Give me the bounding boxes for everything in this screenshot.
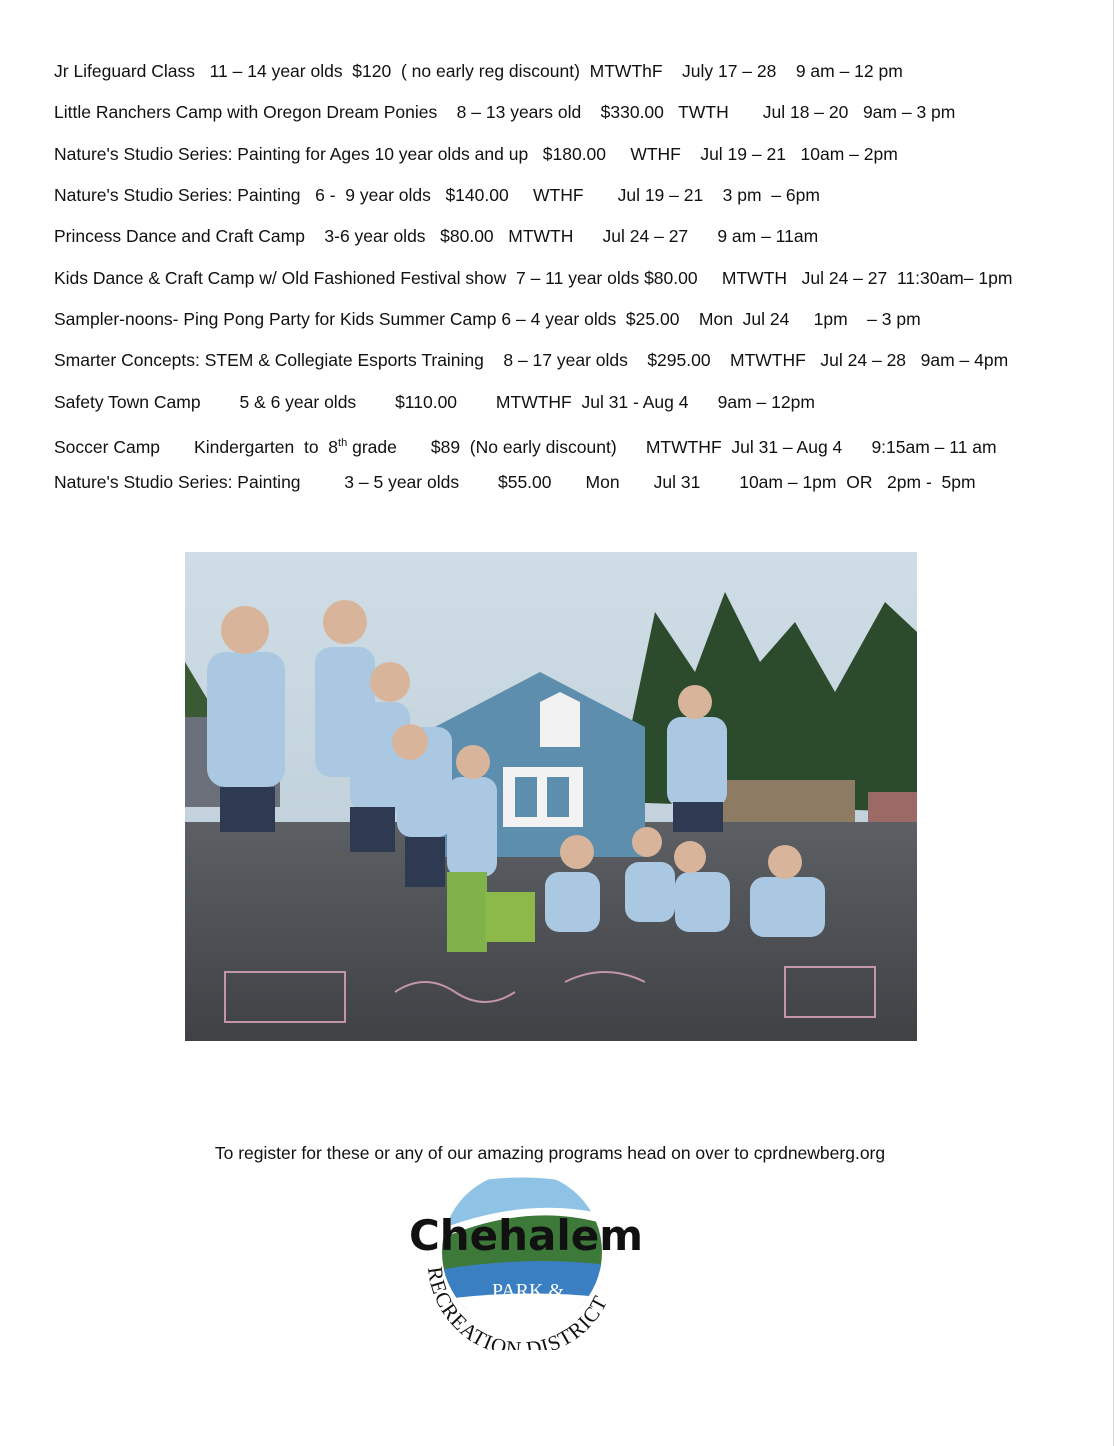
soccer-ordinal-sup: th (338, 437, 348, 449)
schedule-item: Princess Dance and Craft Camp 3-6 year olds $80.00 MTWTH Jul 24 – 27 9 am – 11am (54, 226, 819, 246)
soccer-text-pre: Soccer Camp Kindergarten to 8 (54, 436, 339, 457)
schedule-item: Little Ranchers Camp with Oregon Dream Ponies 8 – 13 years old $330.00 TWTH Jul 18 – 20 9am – 3 pm (54, 102, 956, 122)
schedule-item: Smarter Concepts: STEM & Collegiate Esports Training 8 – 17 year olds $295.00 MTWTHF Jul 24 – 28 9am – 4pm (54, 350, 1009, 370)
schedule-item: Kids Dance & Craft Camp w/ Old Fashioned Festival show 7 – 11 year olds $80.00 MTWTH Jul 24 – 27 11:30am– 1pm (54, 268, 1013, 288)
schedule-item: Nature's Studio Series: Painting for Ages 10 year olds and up $180.00 WTHF Jul 19 – 21 10am – 2pm (54, 144, 898, 164)
schedule-item: Nature's Studio Series: Painting 3 – 5 year olds $55.00 Mon Jul 31 10am – 1pm OR 2pm - 5pm (54, 472, 976, 492)
logo-arc-text: RECREATION DISTRICT (422, 1265, 613, 1350)
schedule-item: Sampler-noons- Ping Pong Party for Kids Summer Camp 6 – 4 year olds $25.00 Mon Jul 24 1pm – 3 pm (54, 309, 921, 329)
schedule-item: Jr Lifeguard Class 11 – 14 year olds $120 ( no early reg discount) MTWThF July 17 – 28 9 am – 12 pm (54, 61, 903, 81)
soccer-text-post: grade $89 (No early discount) MTWTHF Jul 31 – Aug 4 9:15am – 11 am (347, 436, 997, 457)
schedule-item: Nature's Studio Series: Painting 6 - 9 year olds $140.00 WTHF Jul 19 – 21 3 pm – 6pm (54, 185, 820, 205)
register-link[interactable]: cprdnewberg.org (753, 1143, 886, 1163)
register-text: To register for these or any of our amazing programs head on over to (214, 1143, 754, 1163)
logo-wordmark: Chehalem (408, 1211, 644, 1260)
schedule-item: Safety Town Camp 5 & 6 year olds $110.00 MTWTHF Jul 31 - Aug 4 9am – 12pm (54, 392, 815, 412)
register-callout (0, 1143, 1100, 1164)
logo-badge: PARK & (491, 1280, 565, 1302)
camp-group-photo (185, 552, 917, 1041)
schedule-item-soccer (54, 433, 997, 457)
chehalem-logo (398, 1170, 658, 1350)
